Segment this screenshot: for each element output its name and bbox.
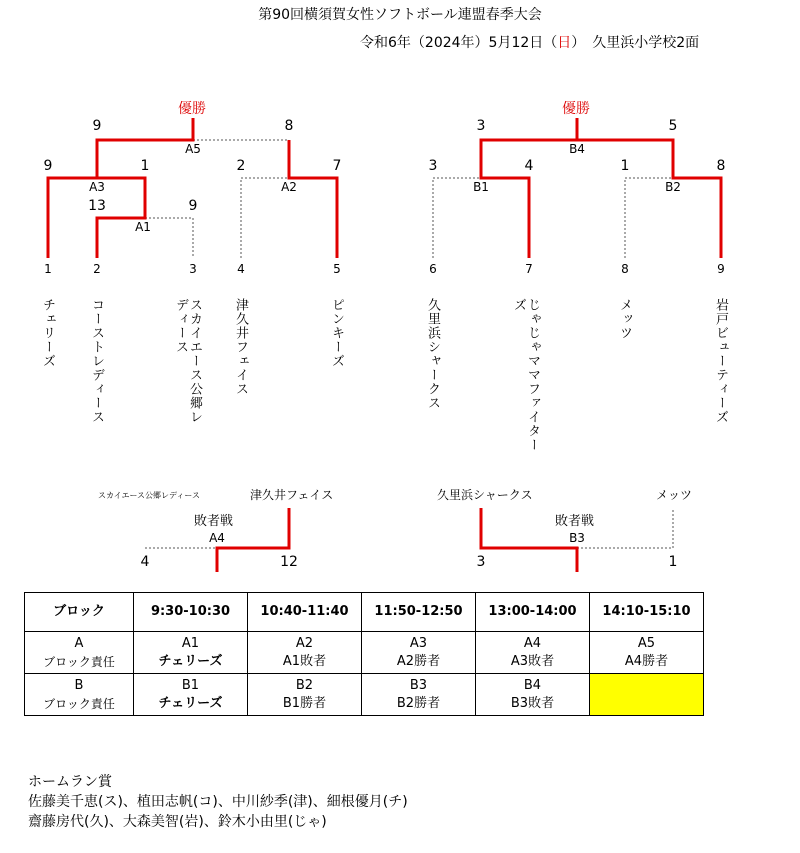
a4-label: A4	[209, 531, 225, 545]
team-name-4: 津久井フェイス	[233, 298, 248, 396]
team-name-5: ピンキーズ	[329, 298, 344, 368]
team-name-1: チェリーズ	[40, 298, 55, 368]
seed-3: 3	[189, 262, 197, 276]
seed-6: 6	[429, 262, 437, 276]
game-cell	[476, 632, 590, 674]
homerun-line-1: 佐藤美千恵(ス)、植田志帆(コ)、中川紗季(津)、細根優月(チ)	[28, 794, 408, 810]
game-detail: チェリーズ	[158, 653, 223, 669]
schedule-row-b	[25, 674, 704, 716]
header-slot-5: 14:10-15:10	[590, 593, 704, 632]
game-id: B4	[523, 677, 542, 693]
game-id: B3	[409, 677, 428, 693]
game-id: B2	[295, 677, 314, 693]
b3-right-team: メッツ	[656, 488, 693, 502]
block-cell-a	[25, 632, 134, 674]
b3-label: B3	[569, 531, 585, 545]
schedule-header-row	[25, 593, 704, 632]
a5-label: A5	[185, 142, 201, 156]
a-winner-path	[48, 118, 193, 258]
a3-label: A3	[89, 180, 105, 194]
game-cell	[134, 632, 248, 674]
game-detail: B1勝者	[282, 695, 327, 711]
seed-9: 9	[717, 262, 725, 276]
seed-5: 5	[333, 262, 341, 276]
game-id: A2	[295, 635, 314, 651]
b2-right-score: 8	[716, 158, 726, 174]
b3-left-team: 久里浜シャークス	[437, 488, 533, 502]
game-detail: B2勝者	[396, 695, 441, 711]
homerun-line-2: 齋藤房代(久)、大森美智(岩)、鈴木小由里(じゃ)	[28, 814, 327, 830]
block-sub: ブロック責任	[43, 654, 115, 669]
b4-right-score: 5	[668, 118, 678, 134]
game-cell	[362, 674, 476, 716]
date-suffix: ） 久里浜小学校2面	[571, 35, 700, 51]
b1-left-score: 3	[428, 158, 438, 174]
block-cell-b	[25, 674, 134, 716]
b4-left-score: 3	[476, 118, 486, 134]
a1-label: A1	[135, 220, 151, 234]
a5-left-score: 9	[92, 118, 102, 134]
b3-left-score: 3	[476, 554, 486, 570]
game-detail: チェリーズ	[158, 695, 223, 711]
schedule-row-a	[25, 632, 704, 674]
b4-label: B4	[569, 142, 585, 156]
team-name-9: 岩戸ビューティーズ	[713, 298, 728, 424]
b3-right-score: 1	[668, 554, 678, 570]
b2-winner-path	[577, 140, 721, 258]
b1-label: B1	[473, 180, 489, 194]
game-cell	[248, 674, 362, 716]
game-id: A5	[637, 635, 656, 651]
date-prefix: 令和6年（2024年）5月12日（	[360, 35, 558, 51]
block-sub: ブロック責任	[43, 696, 115, 711]
team-name-8: メッツ	[617, 298, 632, 340]
b1-right-score: 4	[524, 158, 534, 174]
a4-left-score: 4	[140, 554, 150, 570]
a3-left-score: 9	[43, 158, 53, 174]
a4-left-team: スカイエース公郷レディース	[98, 491, 200, 500]
game-id: A3	[409, 635, 428, 651]
game-detail: A3敗者	[510, 653, 555, 669]
game-detail: B3敗者	[510, 695, 555, 711]
seed-4: 4	[237, 262, 245, 276]
header-slot-1: 9:30-10:30	[134, 593, 248, 632]
game-id: B1	[181, 677, 200, 693]
schedule-table	[24, 592, 704, 716]
empty-highlight-cell	[590, 674, 704, 716]
header-slot-3: 11:50-12:50	[362, 593, 476, 632]
seed-1: 1	[44, 262, 52, 276]
game-detail: A4勝者	[624, 653, 669, 669]
a1-right-score: 9	[188, 198, 198, 214]
game-cell	[362, 632, 476, 674]
a5-right-score: 8	[284, 118, 294, 134]
header-block: ブロック	[25, 593, 134, 632]
block-name: B	[74, 677, 84, 693]
game-cell	[134, 674, 248, 716]
a1-left-score: 13	[88, 198, 106, 214]
b2-label: B2	[665, 180, 681, 194]
team-name-6: 久里浜シャークス	[425, 298, 440, 410]
b3-loser-label: 敗者戦	[555, 514, 595, 529]
b-winner-label: 優勝	[562, 101, 590, 117]
seed-7: 7	[525, 262, 533, 276]
page-title: 第90回横須賀女性ソフトボール連盟春季大会	[258, 7, 542, 23]
a2-left-score: 2	[236, 158, 246, 174]
game-detail: A1敗者	[282, 653, 327, 669]
game-cell	[590, 632, 704, 674]
a2-label: A2	[281, 180, 297, 194]
team-name-2: コーストレディース	[89, 298, 104, 424]
game-id: A1	[181, 635, 200, 651]
a3-right-score: 1	[140, 158, 150, 174]
header-slot-2: 10:40-11:40	[248, 593, 362, 632]
a4-right-team: 津久井フェイス	[250, 488, 334, 502]
team-name-3: スカイエース公郷レディース	[173, 298, 202, 424]
homerun-title: ホームラン賞	[28, 774, 112, 790]
game-detail: A2勝者	[396, 653, 441, 669]
seed-8: 8	[621, 262, 629, 276]
seed-2: 2	[93, 262, 101, 276]
a4-right-score: 12	[280, 554, 298, 570]
date-day: 日	[557, 35, 572, 51]
game-id: A4	[523, 635, 542, 651]
a4-loser-label: 敗者戦	[194, 514, 234, 529]
b2-left-score: 1	[620, 158, 630, 174]
team-name-7: じゃじゃママファイターズ	[511, 298, 540, 452]
header-slot-4: 13:00-14:00	[476, 593, 590, 632]
block-name: A	[74, 635, 84, 651]
game-cell	[248, 632, 362, 674]
homerun-section	[28, 772, 408, 832]
a-winner-label: 優勝	[178, 101, 206, 117]
game-cell	[476, 674, 590, 716]
a2-right-score: 7	[332, 158, 342, 174]
